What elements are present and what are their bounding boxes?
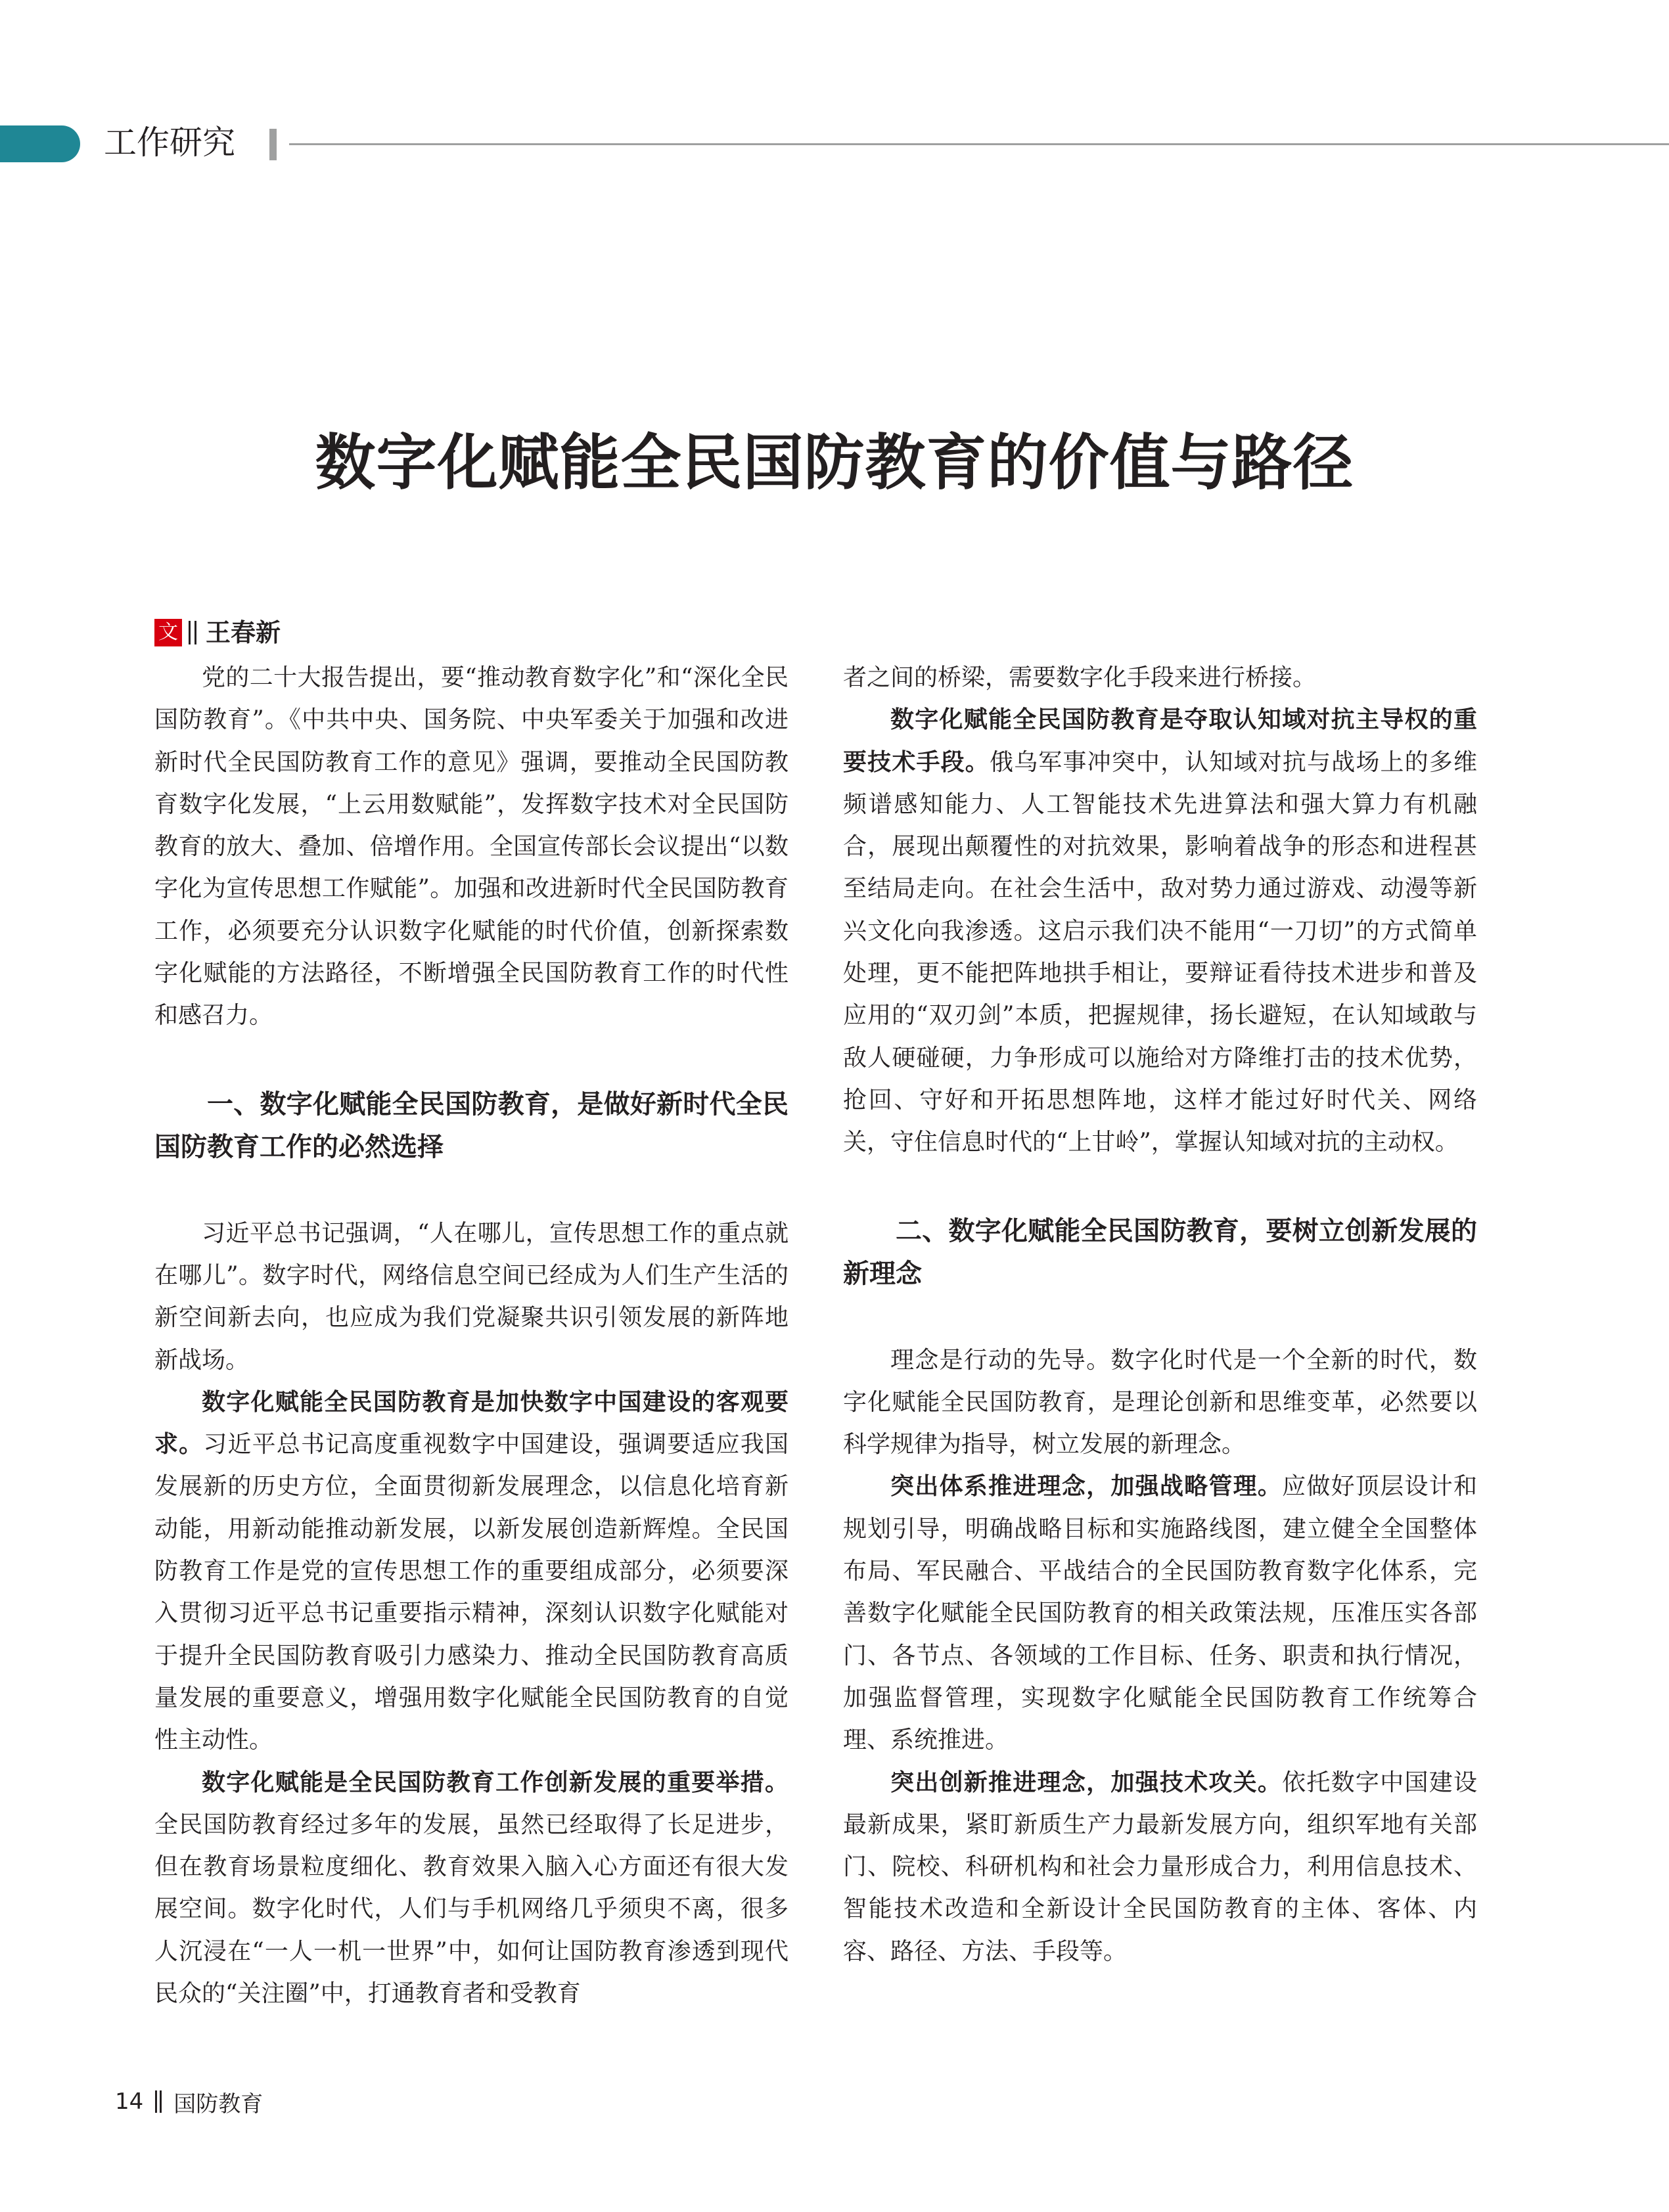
article-title: 数字化赋能全民国防教育的价值与路径: [315, 428, 1354, 498]
byline: [154, 616, 281, 649]
section-label: 工作研究: [104, 124, 235, 162]
paragraph-text: 应做好顶层设计和规划引导，明确战略目标和实施路线图，建立健全全国整体布局、军民融合、平战结合的全民国防教育数字化体系，完善数字化赋能全民国防教育的相关政策法规，压准压实各部门、各节点、各领域的工作目标、任务、职责和执行情况，加强监督管理，实现数字化赋能全民国防教育工作统筹合理、系统推进。: [843, 1473, 1477, 1754]
left-column: [154, 657, 789, 2015]
continued-paragraph: 者之间的桥梁，需要数字化手段来进行桥接。: [843, 664, 1317, 691]
body-paragraph: [154, 1382, 789, 1762]
paragraph-lead: 数字化赋能是全民国防教育工作创新发展的重要举措。: [202, 1769, 789, 1796]
paragraph-lead: 突出创新推进理念，加强技术攻关。: [890, 1769, 1283, 1796]
footer-separator: [155, 2090, 162, 2113]
body-paragraph: 习近平总书记强调，“人在哪儿，宣传思想工作的重点就在哪儿”。数字时代，网络信息空间已经成为人们生产生活的新空间新去向，也应成为我们党凝聚共识引领发展的新阵地新战场。: [154, 1219, 789, 1374]
byline-separator: [189, 621, 196, 644]
paragraph-text: 全民国防教育经过多年的发展，虽然已经取得了长足进步，但在教育场景粒度细化、教育效果入脑入心方面还有很大发展空间。数字化时代，人们与手机网络几乎须臾不离，很多人沉浸在“一人一机一世界”中，如何让国防教育渗透到现代民众的“关注圈”中，打通教育者和受教育: [154, 1811, 789, 2008]
section-heading-1: 一、数字化赋能全民国防教育，是做好新时代全民国防教育工作的必然选择: [154, 1089, 789, 1162]
section-heading-2: 二、数字化赋能全民国防教育，要树立创新发展的新理念: [843, 1215, 1477, 1289]
header-separator: [269, 129, 277, 160]
page-footer: [115, 2087, 263, 2117]
header-rule: [289, 143, 1669, 145]
paragraph-lead: 数字化赋能全民国防教育是夺取认知域对抗主导权的重要技术手段。: [843, 706, 1477, 776]
publication-name: 国防教育: [173, 2090, 263, 2117]
body-paragraph: [843, 1762, 1477, 1973]
body-paragraph: [843, 699, 1477, 1163]
body-paragraph: [843, 1466, 1477, 1761]
author-name: 王春新: [206, 618, 281, 647]
paragraph-text: 依托数字中国建设最新成果，紧盯新质生产力最新发展方向，组织军地有关部门、院校、科研机构和社会力量形成合力，利用信息技术、智能技术改造和全新设计全民国防教育的主体、客体、内容、路径、方法、手段等。: [843, 1769, 1477, 1965]
page-number: 14: [115, 2088, 144, 2115]
right-column: [843, 657, 1477, 1973]
header-accent-bar: [0, 125, 80, 162]
body-paragraph: [154, 1762, 789, 2016]
paragraph-lead: 突出体系推进理念，加强战略管理。: [890, 1473, 1283, 1501]
body-paragraph: 理念是行动的先导。数字化时代是一个全新的时代，数字化赋能全民国防教育，是理论创新和思维变革，必然要以科学规律为指导，树立发展的新理念。: [843, 1346, 1477, 1458]
paragraph-lead: 数字化赋能全民国防教育是加快数字中国建设的客观要求。: [154, 1388, 789, 1458]
byline-badge: 文: [154, 619, 182, 646]
intro-paragraph: 党的二十大报告提出，要“推动教育数字化”和“深化全民国防教育”。《中共中央、国务院、中央军委关于加强和改进新时代全民国防教育工作的意见》强调，要推动全民国防教育数字化发展，“上云用数赋能”，发挥数字技术对全民国防教育的放大、叠加、倍增作用。全国宣传部长会议提出“以数字化为宣传思想工作赋能”。加强和改进新时代全民国防教育工作，必须要充分认识数字化赋能的时代价值，创新探索数字化赋能的方法路径，不断增强全民国防教育工作的时代性和感召力。: [154, 664, 789, 1029]
paragraph-text: 俄乌军事冲突中，认知域对抗与战场上的多维频谱感知能力、人工智能技术先进算法和强大算力有机融合，展现出颠覆性的对抗效果，影响着战争的形态和进程甚至结局走向。在社会生活中，敌对势力通过游戏、动漫等新兴文化向我渗透。这启示我们决不能用“一刀切”的方式简单处理，更不能把阵地拱手相让，要辩证看待技术进步和普及应用的“双刃剑”本质，把握规律，扬长避短，在认知域敢与敌人硬碰硬，力争形成可以施给对方降维打击的技术优势，抢回、守好和开拓思想阵地，这样才能过好时代关、网络关，守住信息时代的“上甘岭”，掌握认知域对抗的主动权。: [843, 748, 1477, 1156]
paragraph-text: 习近平总书记高度重视数字中国建设，强调要适应我国发展新的历史方位，全面贯彻新发展理念，以信息化培育新动能，用新动能推动新发展，以新发展创造新辉煌。全民国防教育工作是党的宣传思想工作的重要组成部分，必须要深入贯彻习近平总书记重要指示精神，深刻认识数字化赋能对于提升全民国防教育吸引力感染力、推动全民国防教育高质量发展的重要意义，增强用数字化赋能全民国防教育的自觉性主动性。: [154, 1431, 789, 1754]
